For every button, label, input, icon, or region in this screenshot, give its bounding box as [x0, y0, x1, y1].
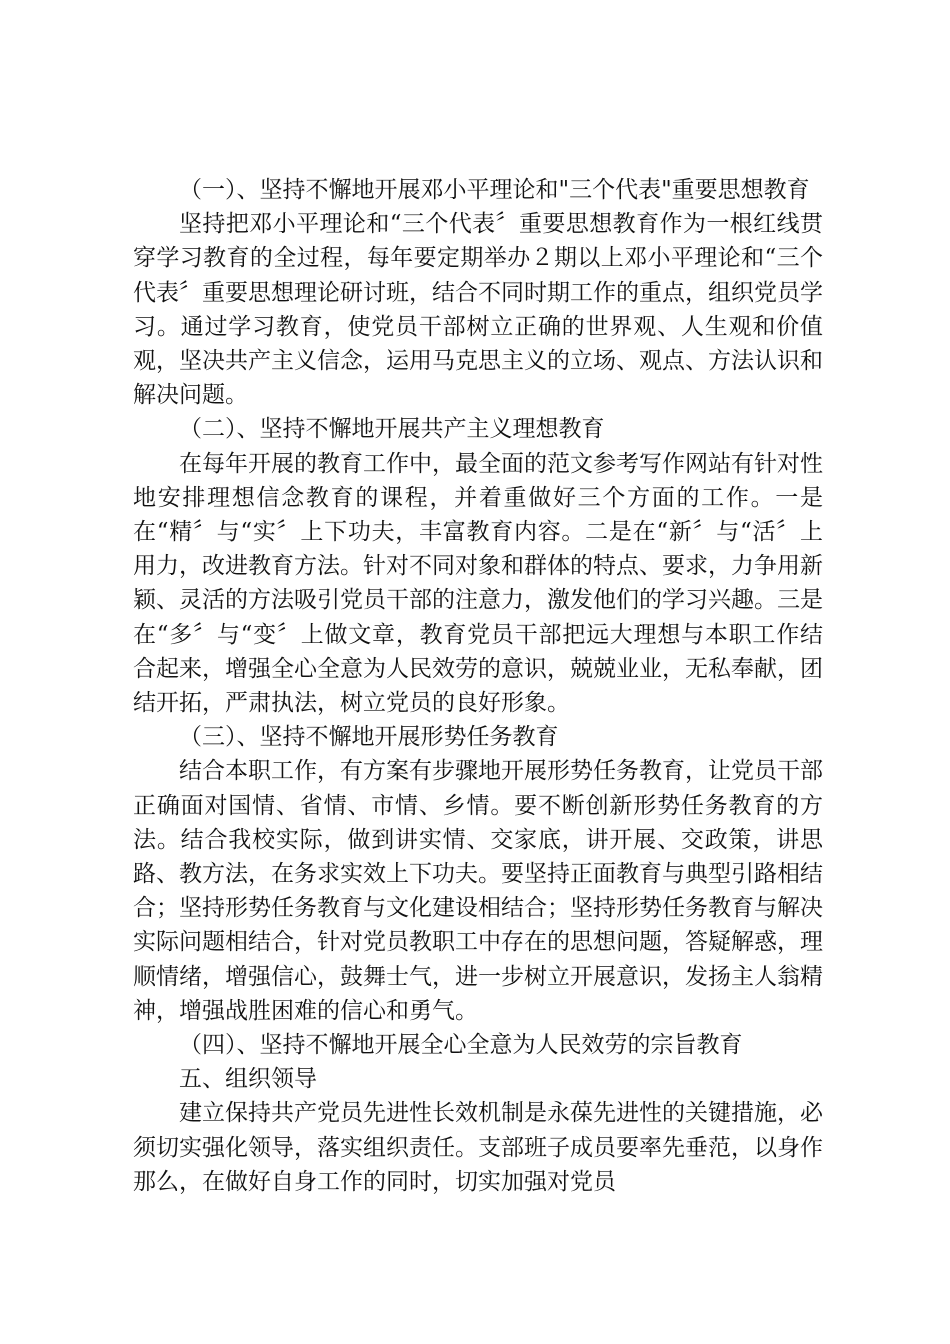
- body-paragraph-3: 结合本职工作，有方案有步骤地开展形势任务教育，让党员干部正确面对国情、省情、市情、乡情。要不断创新形势任务教育的方法。结合我校实际，做到讲实情、交家底，讲开展、交政策，讲思路、教方法，在务求实效上下功夫。要坚持正面教育与典型引路相结合；坚持形势任务教育与文化建设相结合；坚持形势任务教育与解决实际问题相结合，针对党员教职工中存在的思想问题，答疑解惑，理顺情绪，增强信心，鼓舞士气，进一步树立开展意识，发扬主人翁精神，增强战胜困难的信心和勇气。: [133, 758, 823, 1024]
- document-page: [133, 173, 823, 1199]
- body-paragraph-1: 坚持把邓小平理论和“三个代表〞重要思想教育作为一根红线贯穿学习教育的全过程，每年要定期举办２期以上邓小平理论和“三个代表〞重要思想理论研讨班，结合不同时期工作的重点，组织党员学习。通过学习教育，使党员干部树立正确的世界观、人生观和价值观，坚决共产主义信念，运用马克思主义的立场、观点、方法认识和解决问题。: [133, 211, 823, 409]
- body-paragraph-2: 在每年开展的教育工作中，最全面的范文参考写作网站有针对性地安排理想信念教育的课程，并着重做好三个方面的工作。一是在“精〞与“实〞上下功夫，丰富教育内容。二是在“新〞与“活〞上用力，改进教育方法。针对不同对象和群体的特点、要求，力争用新颖、灵活的方法吸引党员干部的注意力，激发他们的学习兴趣。三是在“多〞与“变〞上做文章，教育党员干部把远大理想与本职工作结合起来，增强全心全意为人民效劳的意识，兢兢业业，无私奉献，团结开拓，严肃执法，树立党员的良好形象。: [133, 450, 823, 717]
- section-heading-3: （三）、坚持不懈地开展形势任务教育: [179, 724, 559, 751]
- section-heading-2: （二）、坚持不懈地开展共产主义理想教育: [179, 416, 605, 443]
- body-paragraph-4: 建立保持共产党员先进性长效机制是永葆先进性的关键措施，必须切实强化领导，落实组织责任。支部班子成员要率先垂范，以身作那么，在做好自身工作的同时，切实加强对党员: [133, 1100, 823, 1195]
- section-heading-1: （一）、坚持不懈地开展邓小平理论和"三个代表"重要思想教育: [179, 177, 810, 203]
- section-heading-5: 五、组织领导: [179, 1066, 317, 1093]
- section-heading-4: （四）、坚持不懈地开展全心全意为人民效劳的宗旨教育: [179, 1032, 743, 1059]
